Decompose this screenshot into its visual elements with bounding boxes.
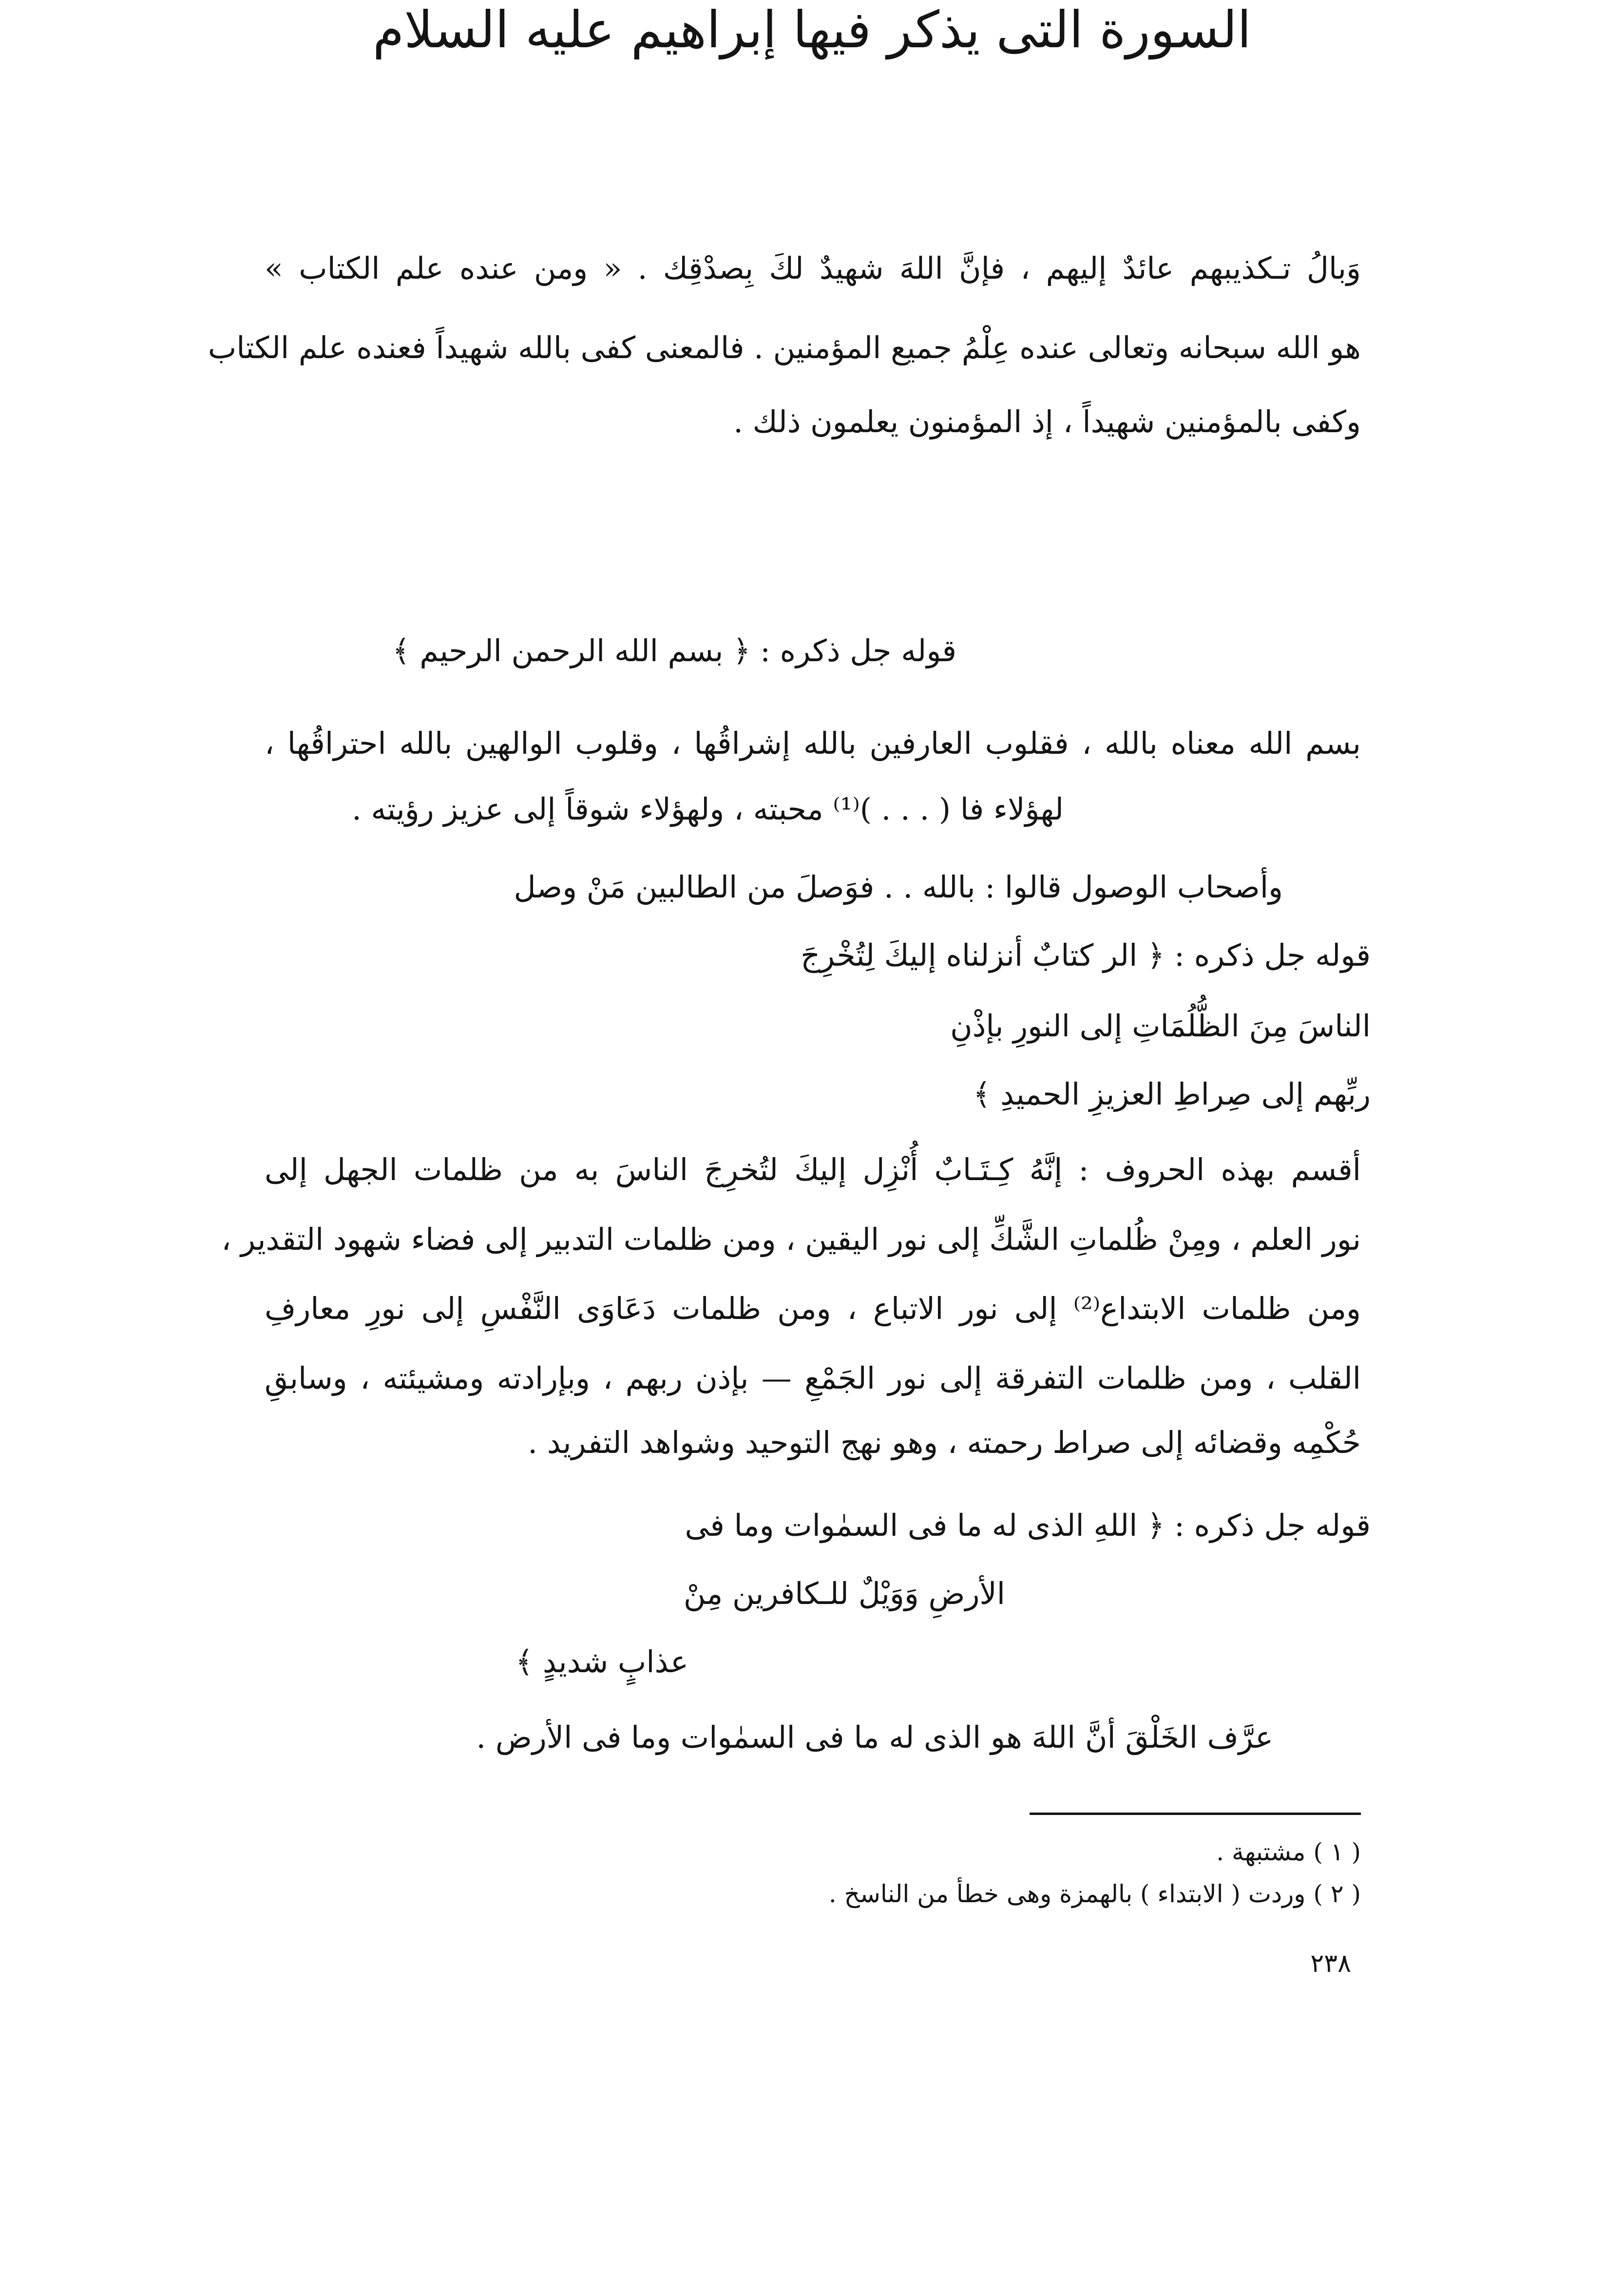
verse-line: قوله جل ذكره : ﴿ الر كتابٌ أنزلناه إليكَ لِتُخْرِجَ <box>801 937 1371 973</box>
chapter-title: السورة التى يذكر فيها إبراهيم عليه السلام <box>373 0 1251 59</box>
body-text-line: وَبالُ تـكذيبهم عائدٌ إليهم ، فإنَّ اللهَ شهيدٌ لكَ بِصدْقِك . « ومن عنده علم الكتاب » <box>265 250 1361 286</box>
body-text-line: نور العلم ، ومِنْ ظُلماتِ الشَّكِّ إلى نور اليقين ، ومن ظلمات التدبير إلى فضاء شهود التقدير ، <box>221 1222 1361 1257</box>
body-text-line: القلب ، ومن ظلمات التفرقة إلى نور الجَمْعِ — بإذن ربهم ، وبإرادته ومشيئته ، وسابقِ <box>265 1360 1361 1396</box>
verse-heading: قوله جل ذكره : ﴿ بسم الله الرحمن الرحيم ﴾ <box>392 633 956 668</box>
body-text-line: بسم الله معناه بالله ، فقلوب العارفين بالله إشراقُها ، وقلوب الوالهين بالله احتراقُها ، <box>265 725 1361 761</box>
body-text-line: حُكْمِه وقضائه إلى صراط رحمته ، وهو نهج التوحيد وشواهد التفريد . <box>528 1425 1361 1460</box>
body-text-line: عرَّف الخَلْقَ أنَّ اللهَ هو الذى له ما فى السمٰوات وما فى الأرض . <box>476 1719 1273 1755</box>
footnote: ( ١ ) مشتبهة . <box>1216 1838 1361 1866</box>
verse-line: الأرضِ وَوَيْلٌ للـكافرين مِنْ <box>683 1576 1005 1611</box>
page-number: ٢٣٨ <box>1310 1949 1351 1978</box>
verse-line: عذابٍ شديدٍ ﴾ <box>515 1644 688 1680</box>
body-text-line: وأصحاب الوصول قالوا : بالله . . فوَصلَ من الطالبين مَنْ وصل <box>514 869 1283 905</box>
footnote-divider <box>1030 1813 1361 1815</box>
verse-line: ربِّهم إلى صِراطِ العزيزِ الحميدِ ﴾ <box>973 1076 1371 1112</box>
body-text-line: ومن ظلمات الابتداع⁽²⁾ إلى نور الاتباع ، ومن ظلمات دَعَاوَى النَّفْسِ إلى نورِ معارفِ <box>265 1291 1361 1326</box>
body-text-line: هو الله سبحانه وتعالى عنده عِلْمُ جميع المؤمنين . فالمعنى كفى بالله شهيداً فعنده علم الكتاب <box>208 330 1361 365</box>
verse-line: قوله جل ذكره : ﴿ اللهِ الذى له ما فى السمٰوات وما فى <box>685 1508 1371 1543</box>
body-text-line: وكفى بالمؤمنين شهيداً ، إذ المؤمنون يعلمون ذلك . <box>733 404 1361 439</box>
verse-line: الناسَ مِنَ الظُّلُمَاتِ إلى النورِ بإذْنِ <box>950 1008 1371 1044</box>
body-text-line: لهؤلاء فا ( . . . )⁽¹⁾ محبته ، ولهؤلاء شوقاً إلى عزيز رؤيته . <box>352 791 1064 827</box>
footnote: ( ٢ ) وردت ( الابتداء ) بالهمزة وهى خطأ من الناسخ . <box>828 1880 1361 1908</box>
body-text-line: أقسم بهذه الحروف : إنَّهُ كِـتَـابٌ أُنْزِل إليكَ لتُخرِجَ الناسَ به من ظلمات الجهل إلى <box>265 1152 1361 1187</box>
